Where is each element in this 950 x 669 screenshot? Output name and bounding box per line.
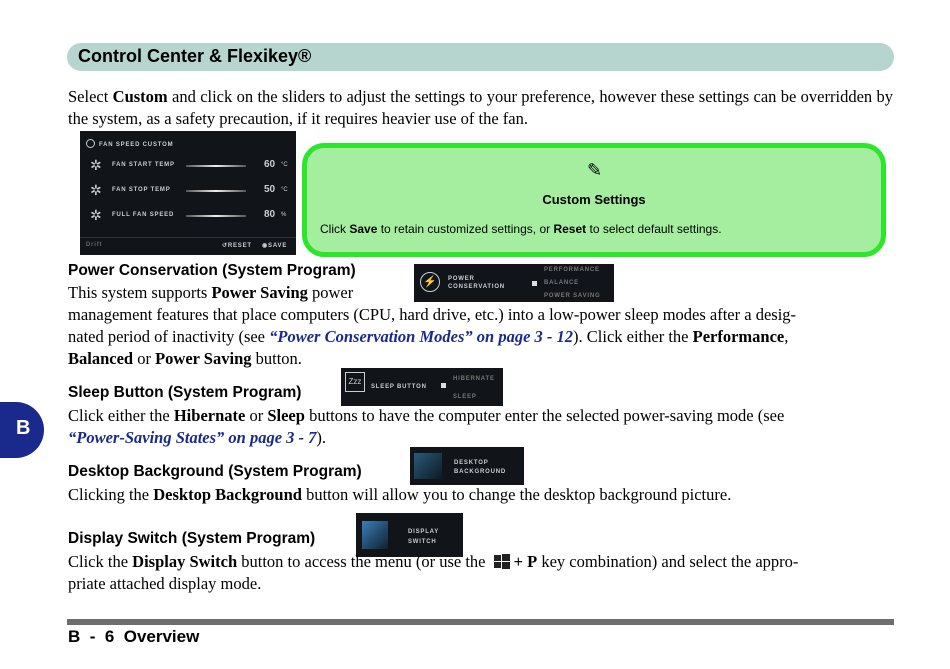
custom-settings-note: [302, 143, 886, 257]
performance-option[interactable]: PERFORMANCE: [544, 267, 600, 273]
power-saving-states-link[interactable]: “Power-Saving States” on page 3 - 7: [68, 428, 317, 447]
power-heading: Power Conservation (System Program): [68, 262, 356, 279]
fan-start-slider[interactable]: [186, 165, 246, 167]
fan-stop-slider[interactable]: [186, 190, 246, 192]
save-button[interactable]: ◉SAVE: [262, 243, 288, 249]
display-switch-button[interactable]: DISPLAY SWITCH: [356, 513, 463, 557]
desktop-heading: Desktop Background (System Program): [68, 463, 362, 480]
sleep-line-2: “Power-Saving States” on page 3 - 7).: [68, 428, 327, 447]
pencil-icon: ✎: [587, 160, 603, 180]
appendix-tab: B: [0, 402, 44, 458]
display-icon: [362, 521, 388, 549]
sleep-heading: Sleep Button (System Program): [68, 384, 302, 401]
balance-option[interactable]: BALANCE: [544, 280, 579, 286]
hibernate-option[interactable]: HIBERNATE: [453, 376, 495, 382]
power-toggle[interactable]: [532, 281, 537, 286]
fan-speed-panel: FAN SPEED CUSTOM ✲ FAN START TEMP 60 °C ✲ FAN STOP TEMP 50 °C ✲ FULL FAN SPEED 80 % Drift ↺RESET ◉SAVE: [80, 131, 296, 255]
power-conservation-panel: ⚡ POWER CONSERVATION PERFORMANCE BALANCE POWER SAVING: [414, 264, 614, 302]
display-line-1: Click the Display Switch button to access the menu (or use the + P key combination) and select the appro-: [68, 552, 799, 571]
display-heading: Display Switch (System Program): [68, 530, 316, 547]
power-plug-icon: ⚡: [420, 272, 440, 292]
fan-row: ✲ FAN STOP TEMP 50 °C: [90, 182, 288, 198]
page-footer: B - 6 Overview: [68, 627, 200, 646]
note-title: Custom Settings: [542, 192, 646, 207]
note-body: Click Save to retain customized settings, or Reset to select default settings.: [320, 222, 722, 236]
section-header: [67, 43, 894, 71]
windows-key-icon: [494, 554, 510, 570]
power-modes-link[interactable]: “Power Conservation Modes” on page 3 - 12: [269, 327, 574, 346]
intro-paragraph: Select Custom and click on the sliders to adjust the settings to your preference, however these settings can be overridden by the system, as a safety precaution, if it requires heavier use of the fan.: [68, 87, 893, 128]
fan-icon: ✲: [90, 182, 102, 198]
power-line-2: management features that place computers (CPU, hard drive, etc.) into a low-power sleep modes after a desig-: [68, 305, 797, 324]
desktop-background-button[interactable]: DESKTOP BACKGROUND: [410, 447, 524, 485]
sleep-option[interactable]: SLEEP: [453, 394, 477, 400]
footer-rule: [67, 619, 894, 625]
sleep-toggle[interactable]: [441, 383, 446, 388]
full-fan-slider[interactable]: [186, 215, 246, 217]
desktop-paragraph: Clicking the Desktop Background button will allow you to change the desktop background picture.: [68, 485, 732, 504]
fan-icon: ✲: [90, 157, 102, 173]
power-line-4: Balanced or Power Saving button.: [68, 349, 302, 368]
settings-icon: [86, 139, 95, 148]
desktop-icon: [414, 453, 442, 479]
sleep-icon: Zzz: [345, 372, 365, 392]
fan-panel-title: FAN SPEED CUSTOM: [86, 139, 173, 148]
fan-row: ✲ FAN START TEMP 60 °C: [90, 157, 288, 173]
fan-row: ✲ FULL FAN SPEED 80 %: [90, 207, 287, 223]
section-title: Control Center & Flexikey®: [78, 46, 312, 66]
fan-icon: ✲: [90, 207, 102, 223]
display-line-2: priate attached display mode.: [68, 574, 262, 593]
sleep-button-panel: Zzz SLEEP BUTTON HIBERNATE SLEEP: [341, 368, 503, 406]
power-line-3: nated period of inactivity (see “Power Conservation Modes” on page 3 - 12). Click either the Performance,: [68, 327, 789, 346]
sleep-line-1: Click either the Hibernate or Sleep buttons to have the computer enter the selected power-saving mode (see: [68, 406, 785, 425]
reset-button[interactable]: ↺RESET: [222, 243, 252, 249]
power-line-1: This system supports Power Saving power: [68, 283, 354, 302]
power-saving-option[interactable]: POWER SAVING: [544, 293, 601, 299]
